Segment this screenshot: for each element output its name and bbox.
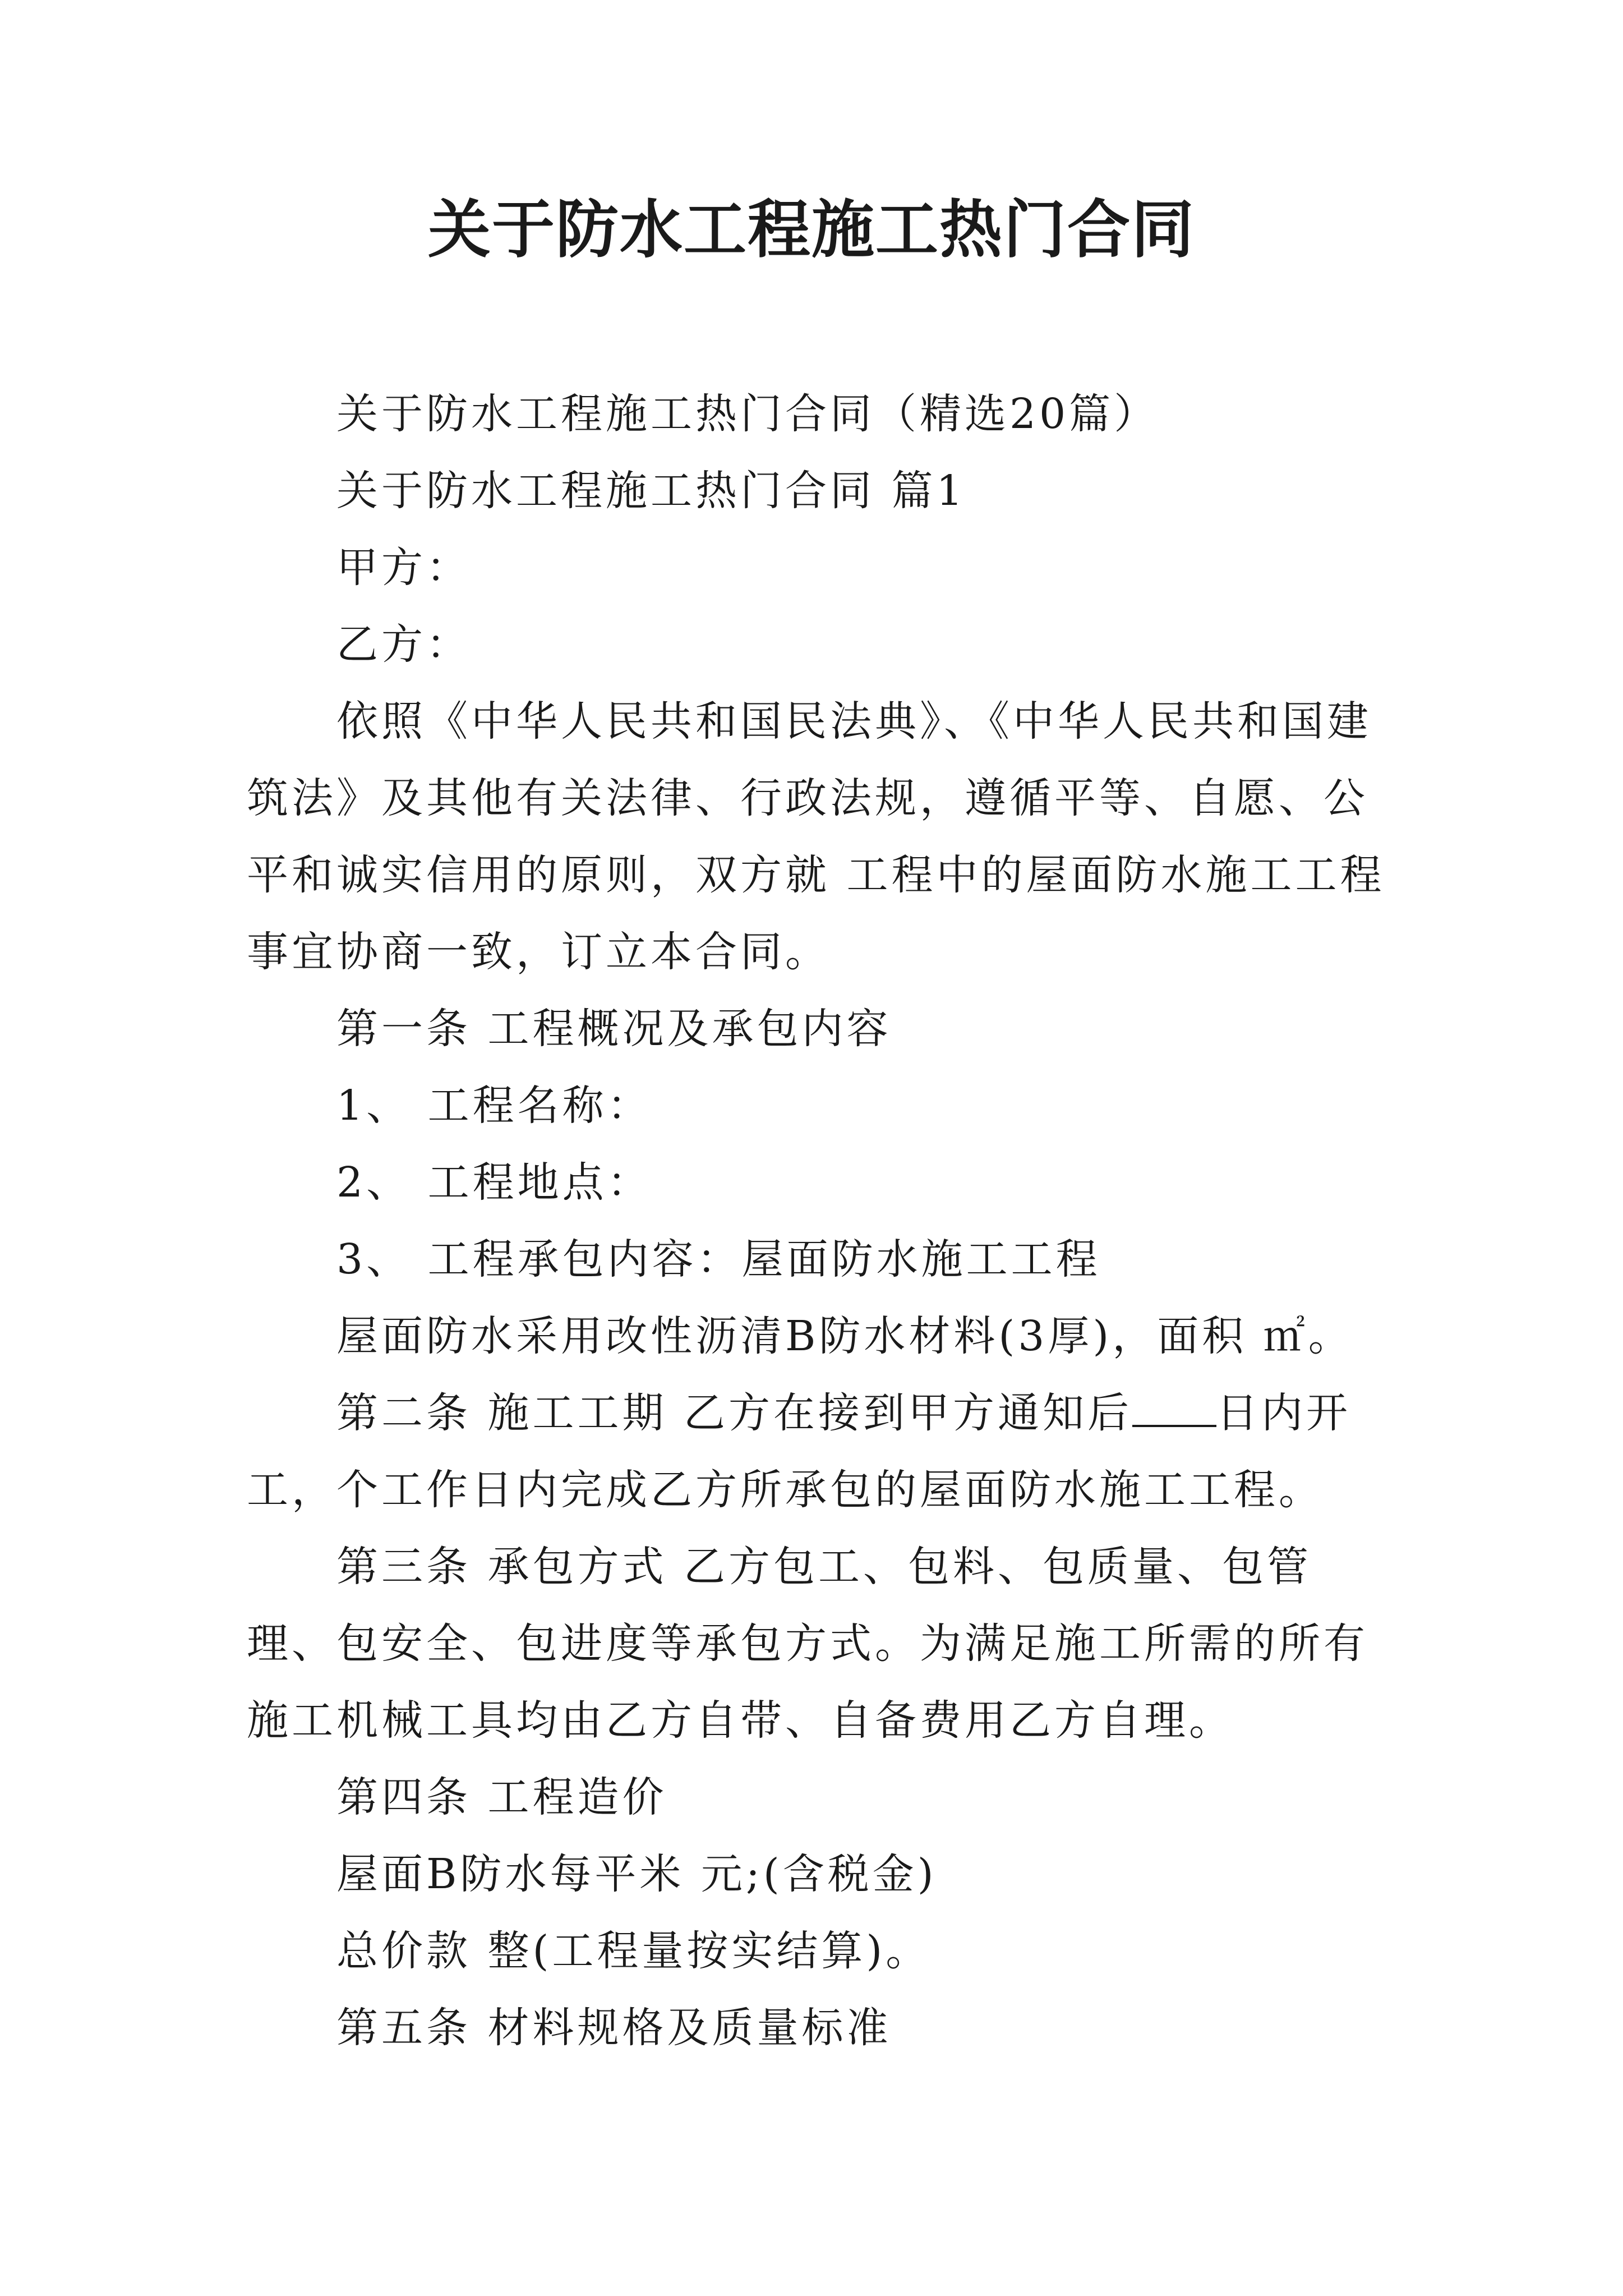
paragraph-subtitle: 关于防水工程施工热门合同（精选20篇） — [336, 390, 1159, 438]
fill-in-blank — [1132, 1390, 1216, 1427]
paragraph-party-b: 乙方： — [336, 620, 471, 669]
paragraph-article-5: 第五条 材料规格及质量标准 — [336, 2004, 892, 2052]
paragraph-item-2: 2、 工程地点： — [336, 1158, 652, 1207]
document-title: 关于防水工程施工热门合同 — [428, 193, 1195, 266]
paragraph-article-1: 第一条 工程概况及承包内容 — [336, 1005, 892, 1053]
paragraph-item-3: 3、 工程承包内容：屋面防水施工工程 — [336, 1235, 1101, 1283]
paragraph-preamble: 依照《中华人民共和国民法典》、《中华人民共和国建筑法》及其他有关法律、行政法规，遵循平等、自愿、公平和诚实信用的原则，双方就 工程中的屋面防水施工工程事宜协商一致，订立本合同。 — [247, 697, 1385, 976]
paragraph-article-4: 第四条 工程造价 — [336, 1773, 667, 1821]
document-body — [247, 376, 1391, 2067]
paragraph-section-heading: 关于防水工程施工热门合同 篇1 — [336, 467, 966, 515]
paragraph-article-2 — [247, 1375, 1391, 1529]
article-2-text-b: 日内开工，个工作日内完成乙方所承包的屋面防水施工工程。 — [247, 1389, 1352, 1514]
paragraph-total-price: 总价款 整(工程量按实结算)。 — [336, 1927, 931, 1975]
paragraph-unit-price: 屋面B防水每平米 元;(含税金) — [336, 1850, 937, 1898]
paragraph-article-3: 第三条 承包方式 乙方包工、包料、包质量、包管理、包安全、包进度等承包方式。为满足施工所需的所有施工机械工具均由乙方自带、自备费用乙方自理。 — [247, 1543, 1368, 1745]
paragraph-party-a: 甲方： — [336, 544, 471, 592]
article-2-text-a: 第二条 施工工期 乙方在接到甲方通知后 — [336, 1389, 1133, 1437]
paragraph-item-1: 1、 工程名称： — [336, 1082, 652, 1130]
paragraph-material-area: 屋面防水采用改性沥清B防水材料(3厚)，面积 ㎡。 — [336, 1312, 1353, 1360]
